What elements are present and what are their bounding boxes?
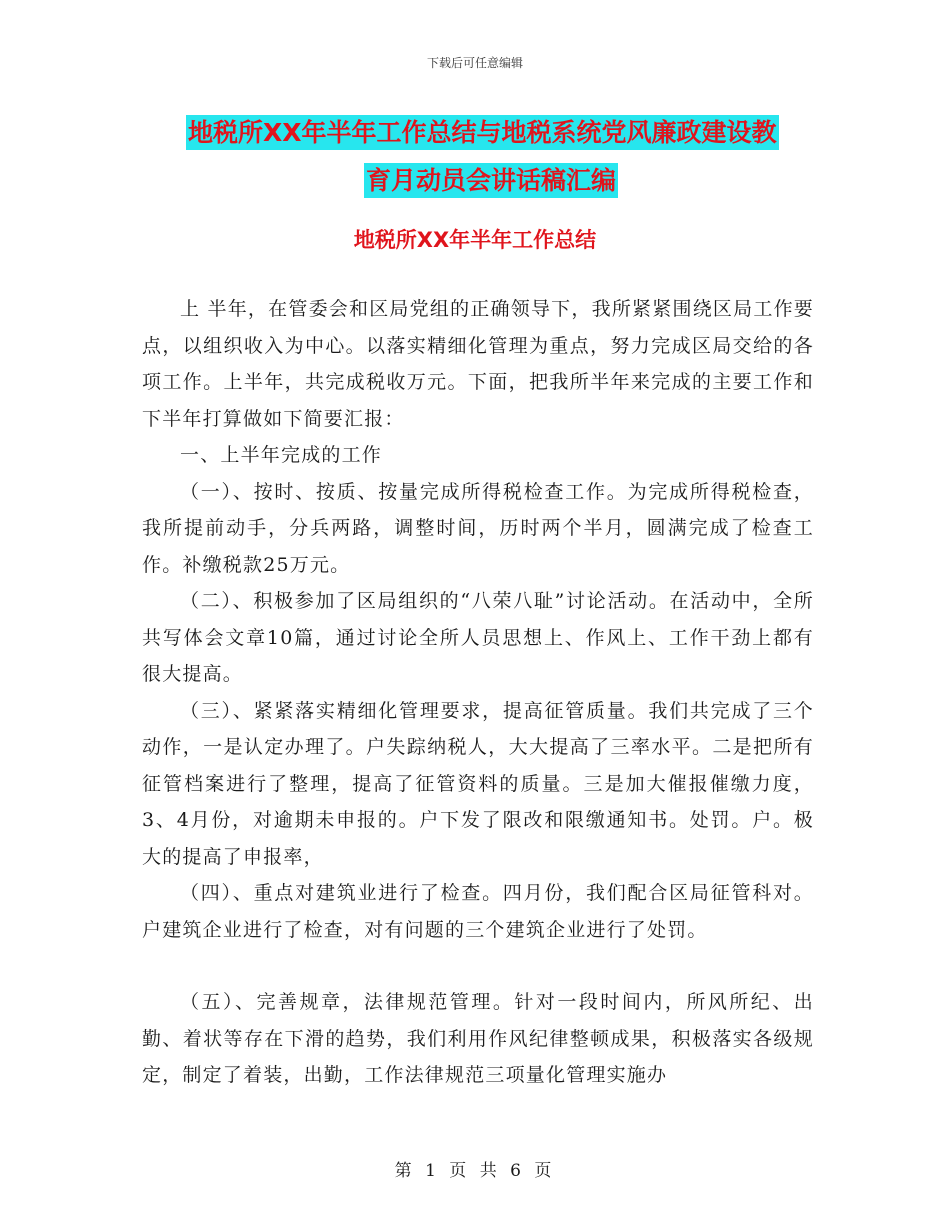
paragraph-item-2: （二）、积极参加了区局组织的“八荣八耻”讨论活动。在活动中，全所共写体会文章10篇，通过讨论全所人员思想上、作风上、工作干劲上都有很大提高。	[142, 590, 814, 685]
paragraph-item-1: （一）、按时、按质、按量完成所得税检查工作。为完成所得税检查，我所提前动手，分兵两路，调整时间，历时两个半月，圆满完成了检查工作。补缴税款25万元。	[142, 480, 814, 576]
paragraph-item-4: （四）、重点对建筑业进行了检查。四月份，我们配合区局征管科对。户建筑企业进行了检查，对有问题的三个建筑企业进行了处罚。	[142, 882, 814, 941]
section-heading: 一、上半年完成的工作	[180, 444, 383, 466]
document-title	[186, 110, 826, 204]
body-text	[142, 291, 814, 1094]
page-footer: 第 1 页 共 6 页	[394, 1161, 556, 1181]
header-note: 下载后可任意编辑	[426, 56, 523, 70]
paragraph-intro: 上 半年，在管委会和区局党组的正确领导下，我所紧紧围绕区局工作要点，以组织收入为中心。以落实精细化管理为重点，努力完成区局交给的各项工作。上半年，共完成税收万元。下面，把我所半年来完成的主要工作和下半年打算做如下简要汇报：	[142, 298, 814, 430]
paragraph-item-3: （三）、紧紧落实精细化管理要求，提高征管质量。我们共完成了三个动作，一是认定办理了。户失踪纳税人，大大提高了三率水平。二是把所有征管档案进行了整理，提高了征管资料的质量。三是加大催报催缴力度，3、4月份，对逾期未申报的。户下发了限改和限缴通知书。处罚。户。极大的提高了申报率，	[142, 699, 814, 868]
paragraph-item-5: （五）、完善规章，法律规范管理。针对一段时间内，所风所纪、出勤、着状等存在下滑的趋势，我们利用作风纪律整顿成果，积极落实各级规定，制定了着装，出勤，工作法律规范三项量化管理实施办	[142, 991, 814, 1086]
section-title: 地税所XX年半年工作总结	[353, 228, 597, 252]
title-line-1: 地税所XX年半年工作总结与地税系统党风廉政建设教	[186, 115, 779, 150]
title-line-2: 育月动员会讲话稿汇编	[364, 163, 618, 198]
